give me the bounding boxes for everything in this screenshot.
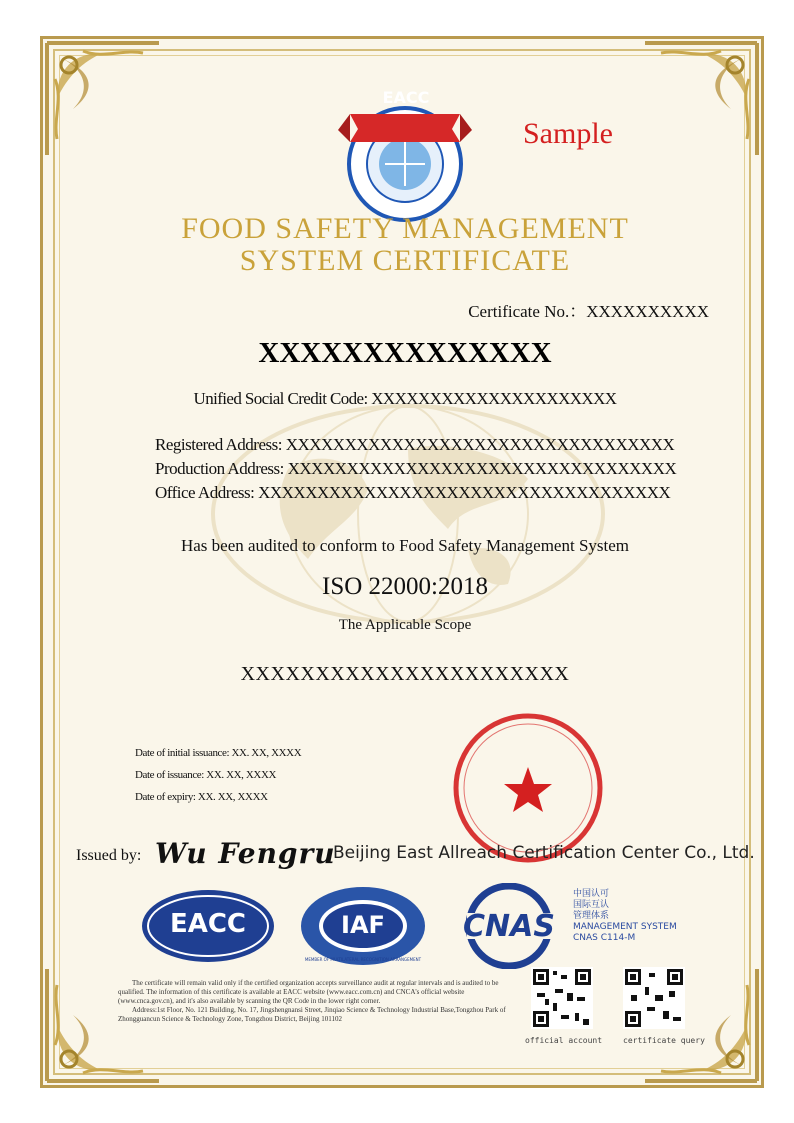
iaf-badge-text: IAF [341,911,385,939]
standard-name: ISO 22000:2018 [322,573,488,600]
production-address: Production Address: XXXXXXXXXXXXXXXXXXXXXXXXXXXXXXXXX [155,459,677,478]
corner-ornament-top-left [43,39,163,159]
issuer-name: Beijing East Allreach Certification Center Co., Ltd. [333,843,755,863]
company-name: XXXXXXXXXXXXXX [258,337,552,369]
cnas-badge-text: CNAS [463,909,555,944]
cnas-line1: MANAGEMENT SYSTEM [573,922,677,932]
footnote-address: Address:1st Floor, No. 121 Building, No. 17, Jingshengnansi Street, Jinqiao Science & Technology Industrial Base,Tongzhou Park of Zhongguancun Science & Technology Zone, Tongzhou District, Beijing 101102 [118,1006,506,1023]
registered-address: Registered Address: XXXXXXXXXXXXXXXXXXXXXXXXXXXXXXXXX [155,435,675,454]
certificate-number: Certificate No.：XXXXXXXXXX [468,302,709,321]
footnote-validity: The certificate will remain valid only if the certified organization accepts surveillance audit at regular intervals and is audited to be qualified. The information of this certificate is available at EACC website (www.eacc.com.cn) and CNCA's official website (www.cnca.gov.cn), and it's also available by scanning the QR Code in the lower right corner. [118,979,499,1005]
qr-code-certificate-query[interactable] [623,967,685,1029]
eacc-logo-banner-text: EACC [382,88,430,107]
sample-label: Sample [523,117,613,150]
qr-label-certificate-query: certificate query [623,1036,705,1045]
issued-by-label: Issued by: [76,847,142,864]
certificate-title-line1: FOOD SAFETY MANAGEMENT [181,212,629,245]
cnas-cn-line3: 管理体系 [573,911,610,921]
cnas-description [573,889,677,944]
qr-code-official-account[interactable] [531,967,593,1029]
date-issuance: Date of issuance: XX. XX, XXXX [135,769,277,781]
qr-label-official-account: official account [525,1036,603,1045]
cnas-line2: CNAS C114-M [573,933,636,943]
scope-label: The Applicable Scope [338,617,472,633]
signature: Wu Fengru [155,837,336,870]
footnote [118,979,518,1024]
date-expiry: Date of expiry: XX. XX, XXXX [135,791,268,803]
cnas-cn-line2: 国际互认 [573,900,610,910]
date-initial-issuance: Date of initial issuance: XX. XX, XXXX [135,747,302,759]
office-address: Office Address: XXXXXXXXXXXXXXXXXXXXXXXXXXXXXXXXXXX [155,483,671,502]
corner-ornament-top-right [641,39,761,159]
scope-value: XXXXXXXXXXXXXXXXXXXXXX [240,663,570,685]
cnas-cn-line1: 中国认可 [573,889,610,899]
eacc-badge-text: EACC [169,909,247,939]
iaf-badge-ring-text: MEMBER OF MULTILATERAL RECOGNITION ARRANGEMENT [304,957,422,962]
audited-statement: Has been audited to conform to Food Safety Management System [180,536,630,555]
certificate-sheet [40,36,764,1088]
credit-code: Unified Social Credit Code: XXXXXXXXXXXXXXXXXXXXX [193,389,617,408]
certificate-title-line2: SYSTEM CERTIFICATE [239,244,571,277]
